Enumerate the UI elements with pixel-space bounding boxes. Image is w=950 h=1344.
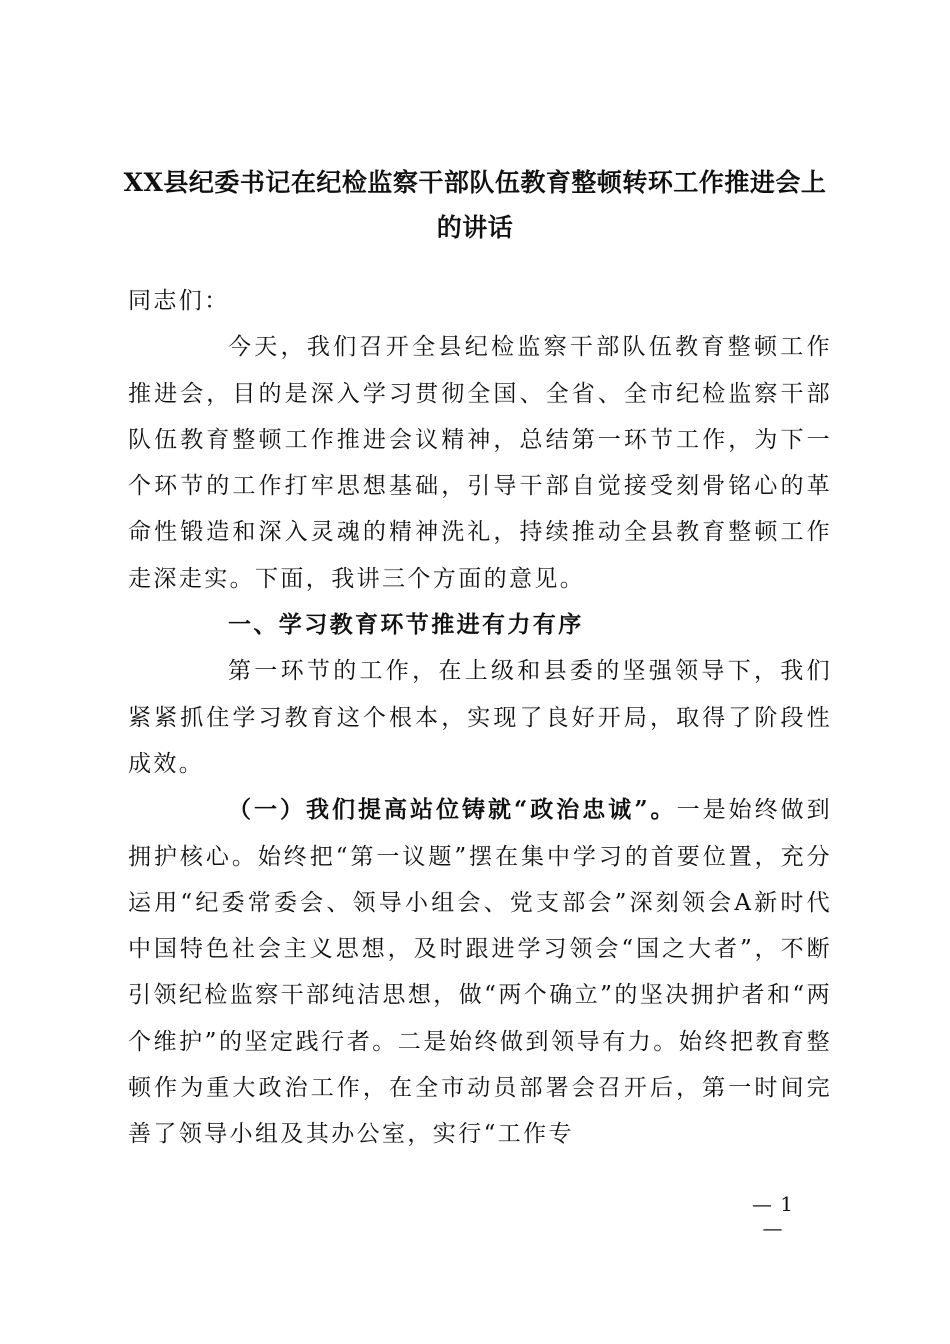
document-body	[128, 278, 832, 1158]
title-line-1: XX县纪委书记在纪检监察干部队伍教育整顿转环工作推进会上	[123, 168, 827, 197]
paragraph-political-loyalty-text: 一是始终做到拥护核心。始终把“第一议题”摆在集中学习的首要位置，充分运用“纪委常委会、领导小组会、党支部会”深刻领会A新时代中国特色社会主义思想，及时跟进学习领会“国之大者”，不断引领纪检监察干部纯洁思想，做“两个确立”的坚决拥护者和“两个维护”的坚定践行者。二是始终做到领导有力。始终把教育整顿作为重大政治工作，在全市动员部署会召开后，第一时间完善了领导小组及其办公室，实行“工作专	[128, 797, 832, 1148]
page-number: — 1 —	[751, 1192, 795, 1240]
title-line-2: 的讲话	[436, 213, 514, 242]
paragraph-political-loyalty	[128, 787, 832, 1157]
salutation: 同志们：	[128, 288, 230, 314]
section-heading-1: 一、学习教育环节推进有力有序	[228, 612, 584, 639]
paragraph-section-1-intro: 第一环节的工作，在上级和县委的坚强领导下，我们紧紧抓住学习教育这个根本，实现了良好开局，取得了阶段性成效。	[128, 658, 832, 777]
document-title	[120, 160, 830, 250]
paragraph-intro: 今天，我们召开全县纪检监察干部队伍教育整顿工作推进会，目的是深入学习贯彻全国、全省、全市纪检监察干部队伍教育整顿工作推进会议精神，总结第一环节工作，为下一个环节的工作打牢思想基础，引导干部自觉接受刻骨铭心的革命性锻造和深入灵魂的精神洗礼，持续推动全县教育整顿工作走深走实。下面，我讲三个方面的意见。	[128, 334, 832, 592]
sub-heading-1: （一）我们提高站位铸就“政治忠诚”。	[228, 796, 677, 824]
